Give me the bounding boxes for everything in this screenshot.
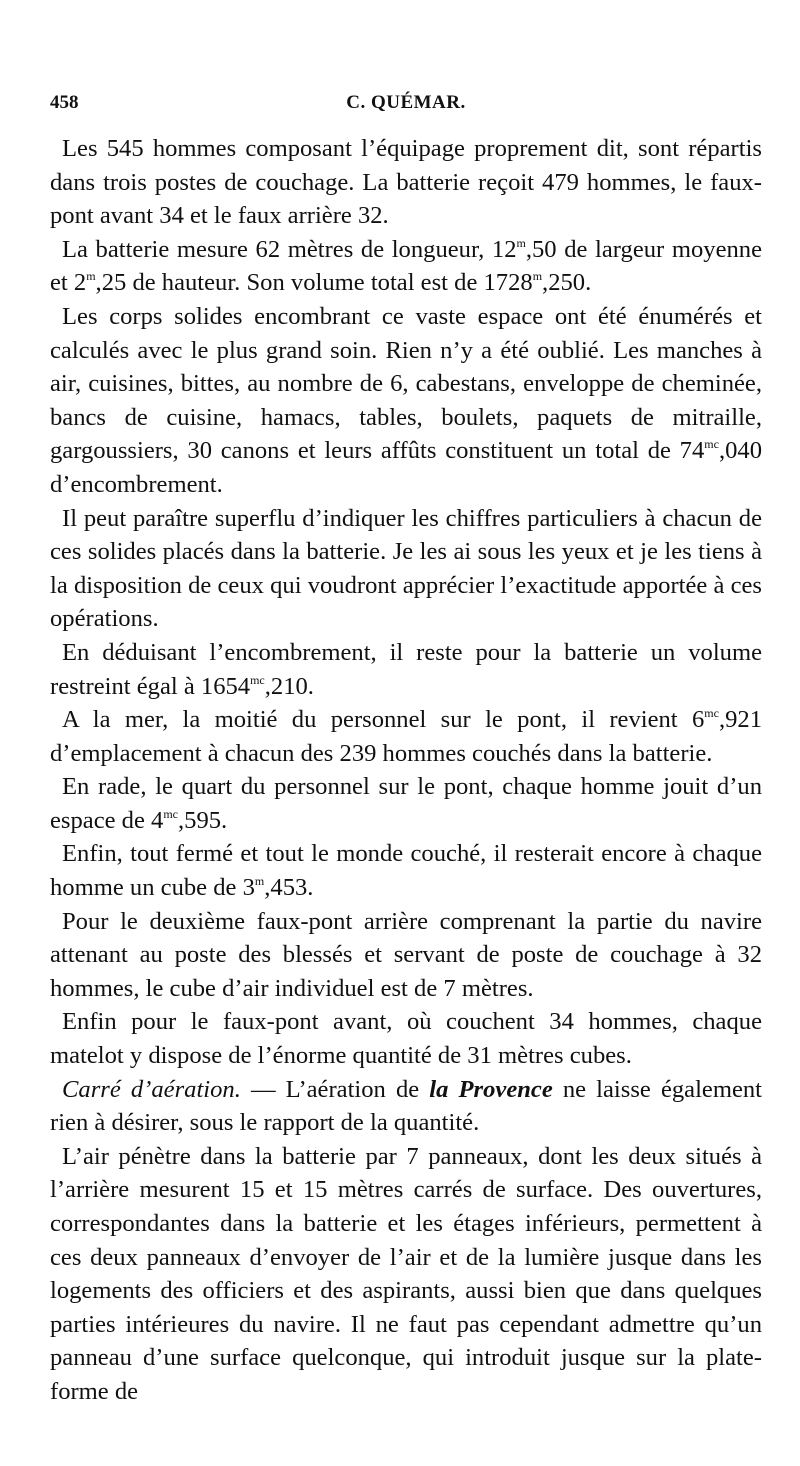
- unit-sup: mc: [250, 672, 265, 687]
- text: En rade, le quart du personnel sur le pont, chaque homme jouit d’un espace de 4: [50, 773, 762, 834]
- text: La batterie mesure 62 mètres de longueur, 12: [62, 235, 517, 263]
- text: ,921 d’emplacement à chacun des 239 hommes couchés dans la batterie.: [50, 706, 762, 767]
- text: Les corps solides encombrant ce vaste espace ont été énumérés et calculés avec le plus grand soin. Rien n’y a été oublié. Les manches à air, cuisines, bittes, au nombre de 6, cabestans, enveloppe de cheminée, bancs de cuisine, hamacs, tables, boulets, paquets de mitraille, gargoussiers, 30 canons et leurs affûts constituent un total de 74: [50, 302, 762, 465]
- text: ,210.: [264, 672, 314, 700]
- unit-sup: mc: [704, 437, 719, 452]
- paragraph-9: Pour le deuxième faux-pont arrière comprenant la partie du navire attenant au poste des blessés et servant de poste de couchage à 32 hommes, le cube d’air individuel est de 7 mètres.: [50, 907, 762, 1002]
- text: ,595.: [178, 806, 228, 834]
- paragraph-11: [50, 1073, 762, 1140]
- text: ne laisse également rien à désirer, sous le rapport de la quantité.: [50, 1075, 762, 1137]
- paragraph-8: [50, 837, 762, 904]
- running-head: C. QUÉMAR.: [346, 92, 466, 113]
- text: ,250.: [542, 269, 592, 297]
- section-caption: Carré d’aération.: [62, 1075, 241, 1103]
- page-header: [50, 92, 762, 122]
- unit-sup: mc: [704, 706, 719, 721]
- page-number: 458: [50, 92, 79, 113]
- paragraph-2: [50, 233, 762, 300]
- unit-sup: m: [516, 235, 526, 250]
- paragraph-1: Les 545 hommes composant l’équipage proprement dit, sont répartis dans trois postes de couchage. La batterie reçoit 479 hommes, le faux-pont avant 34 et le faux arrière 32.: [50, 135, 762, 230]
- ship-name: la Provence: [429, 1075, 553, 1103]
- paragraph-5: [50, 636, 762, 703]
- paragraph-7: [50, 770, 762, 837]
- unit-sup: m: [532, 269, 543, 284]
- text: Enfin, tout fermé et tout le monde couché, il resterait encore à chaque homme un cube de 3: [50, 840, 762, 902]
- paragraph-3: [50, 300, 762, 502]
- unit-sup: mc: [163, 806, 179, 821]
- text: ,040 d’encombrement.: [50, 437, 762, 498]
- paragraph-10: Enfin pour le faux-pont avant, où couchent 34 hommes, chaque matelot y dispose de l’énorme quantité de 31 mètres cubes.: [50, 1008, 762, 1070]
- paragraph-6: [50, 703, 762, 770]
- text: A la mer, la moitié du personnel sur le pont, il revient 6: [62, 706, 705, 734]
- text: — L’aération de: [240, 1075, 430, 1103]
- paragraph-12: L’air pénètre dans la batterie par 7 panneaux, dont les deux situés à l’arrière mesurent 15 et 15 mètres carrés de surface. Des ouvertures, correspondantes dans la batterie et les étages inférieurs, permettent à ces deux panneaux d’envoyer de l’air et de la lumière jusque dans les logements des officiers et des aspirants, aussi bien que dans quelques parties intérieures du navire. Il ne faut pas cependant admettre qu’un panneau d’une surface quelconque, qui introduit jusque sur la plate-forme de: [50, 1142, 762, 1405]
- text: En déduisant l’encombrement, il reste pour la batterie un volume restreint égal à 1654: [50, 638, 762, 700]
- unit-sup: m: [254, 874, 265, 889]
- text: ,453.: [264, 874, 314, 902]
- paragraph-4: Il peut paraître superflu d’indiquer les chiffres particuliers à chacun de ces solides placés dans la batterie. Je les ai sous les yeux et je les tiens à la disposition de ceux qui voudront apprécier l’exactitude apportée à ces opérations.: [50, 504, 762, 633]
- body-text: [50, 132, 762, 1409]
- unit-sup: m: [86, 269, 96, 284]
- text: ,50 de largeur moyenne et 2: [50, 235, 762, 297]
- text: ,25 de hauteur. Son volume total est de 1728: [95, 269, 533, 297]
